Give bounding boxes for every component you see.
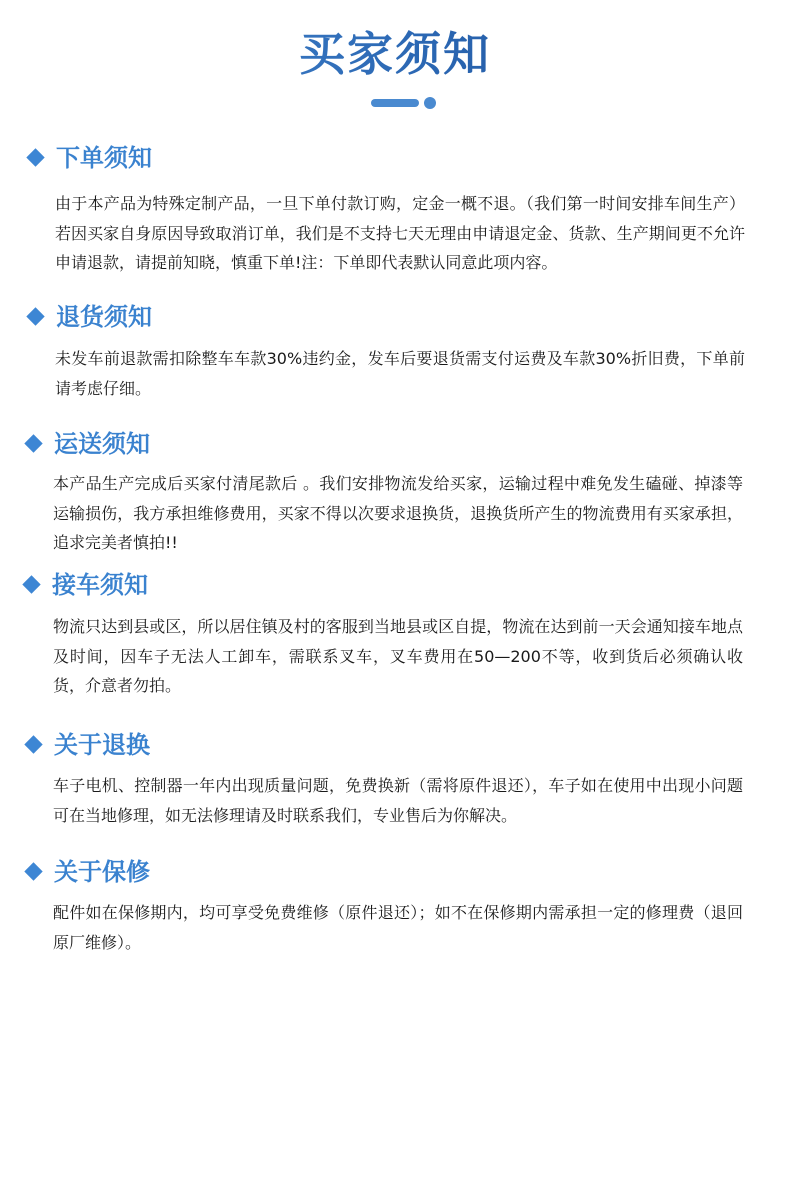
section-body: 未发车前退款需扣除整车车款30%违约金，发车后要退货需支付运费及车款30%折旧费，下单前请考虑仔细。 [55,349,745,398]
diamond-bullet-icon [24,735,42,753]
section-body: 物流只达到县或区，所以居住镇及村的客服到当地县或区自提，物流在达到前一天会通知接车地点及时间，因车子无法人工卸车，需联系叉车，叉车费用在50—200不等，收到货后必须确认收货，介意者勿拍。 [53,617,743,695]
section-heading-text: 退货须知 [56,303,152,331]
diamond-bullet-icon [26,307,44,325]
section-heading-text: 接车须知 [52,571,148,599]
section-body: 由于本产品为特殊定制产品，一旦下单付款订购，定金一概不退。（我们第一时间安排车间生产）若因买家自身原因导致取消订单，我们是不支持七天无理由申请退定金、货款、生产期间更不允许申请退款，请提前知晓，慎重下单!注：下单即代表默认同意此项内容。 [55,194,745,272]
section-heading-text: 运送须知 [54,430,150,458]
diamond-bullet-icon [24,862,42,880]
decoration-dot [424,97,436,109]
title-decoration [371,97,437,109]
section-body: 配件如在保修期内，均可享受免费维修（原件退还）；如不在保修期内需承担一定的修理费（退回原厂维修）。 [53,903,743,952]
diamond-bullet-icon [26,148,44,166]
diamond-bullet-icon [24,434,42,452]
section-heading-text: 关于退换 [54,731,150,759]
section-heading-text: 下单须知 [56,144,152,172]
section-body: 车子电机、控制器一年内出现质量问题，免费换新（需将原件退还），车子如在使用中出现小问题可在当地修理，如无法修理请及时联系我们，专业售后为你解决。 [53,776,743,825]
page-title: 买家须知 [0,22,790,86]
section-heading-text: 关于保修 [54,858,150,886]
diamond-bullet-icon [22,575,40,593]
section-body: 本产品生产完成后买家付清尾款后 。我们安排物流发给买家，运输过程中难免发生磕碰、掉漆等运输损伤，我方承担维修费用，买家不得以次要求退换货，退换货所产生的物流费用有买家承担，追求完美者慎拍!! [53,474,743,552]
decoration-bar [371,99,419,107]
